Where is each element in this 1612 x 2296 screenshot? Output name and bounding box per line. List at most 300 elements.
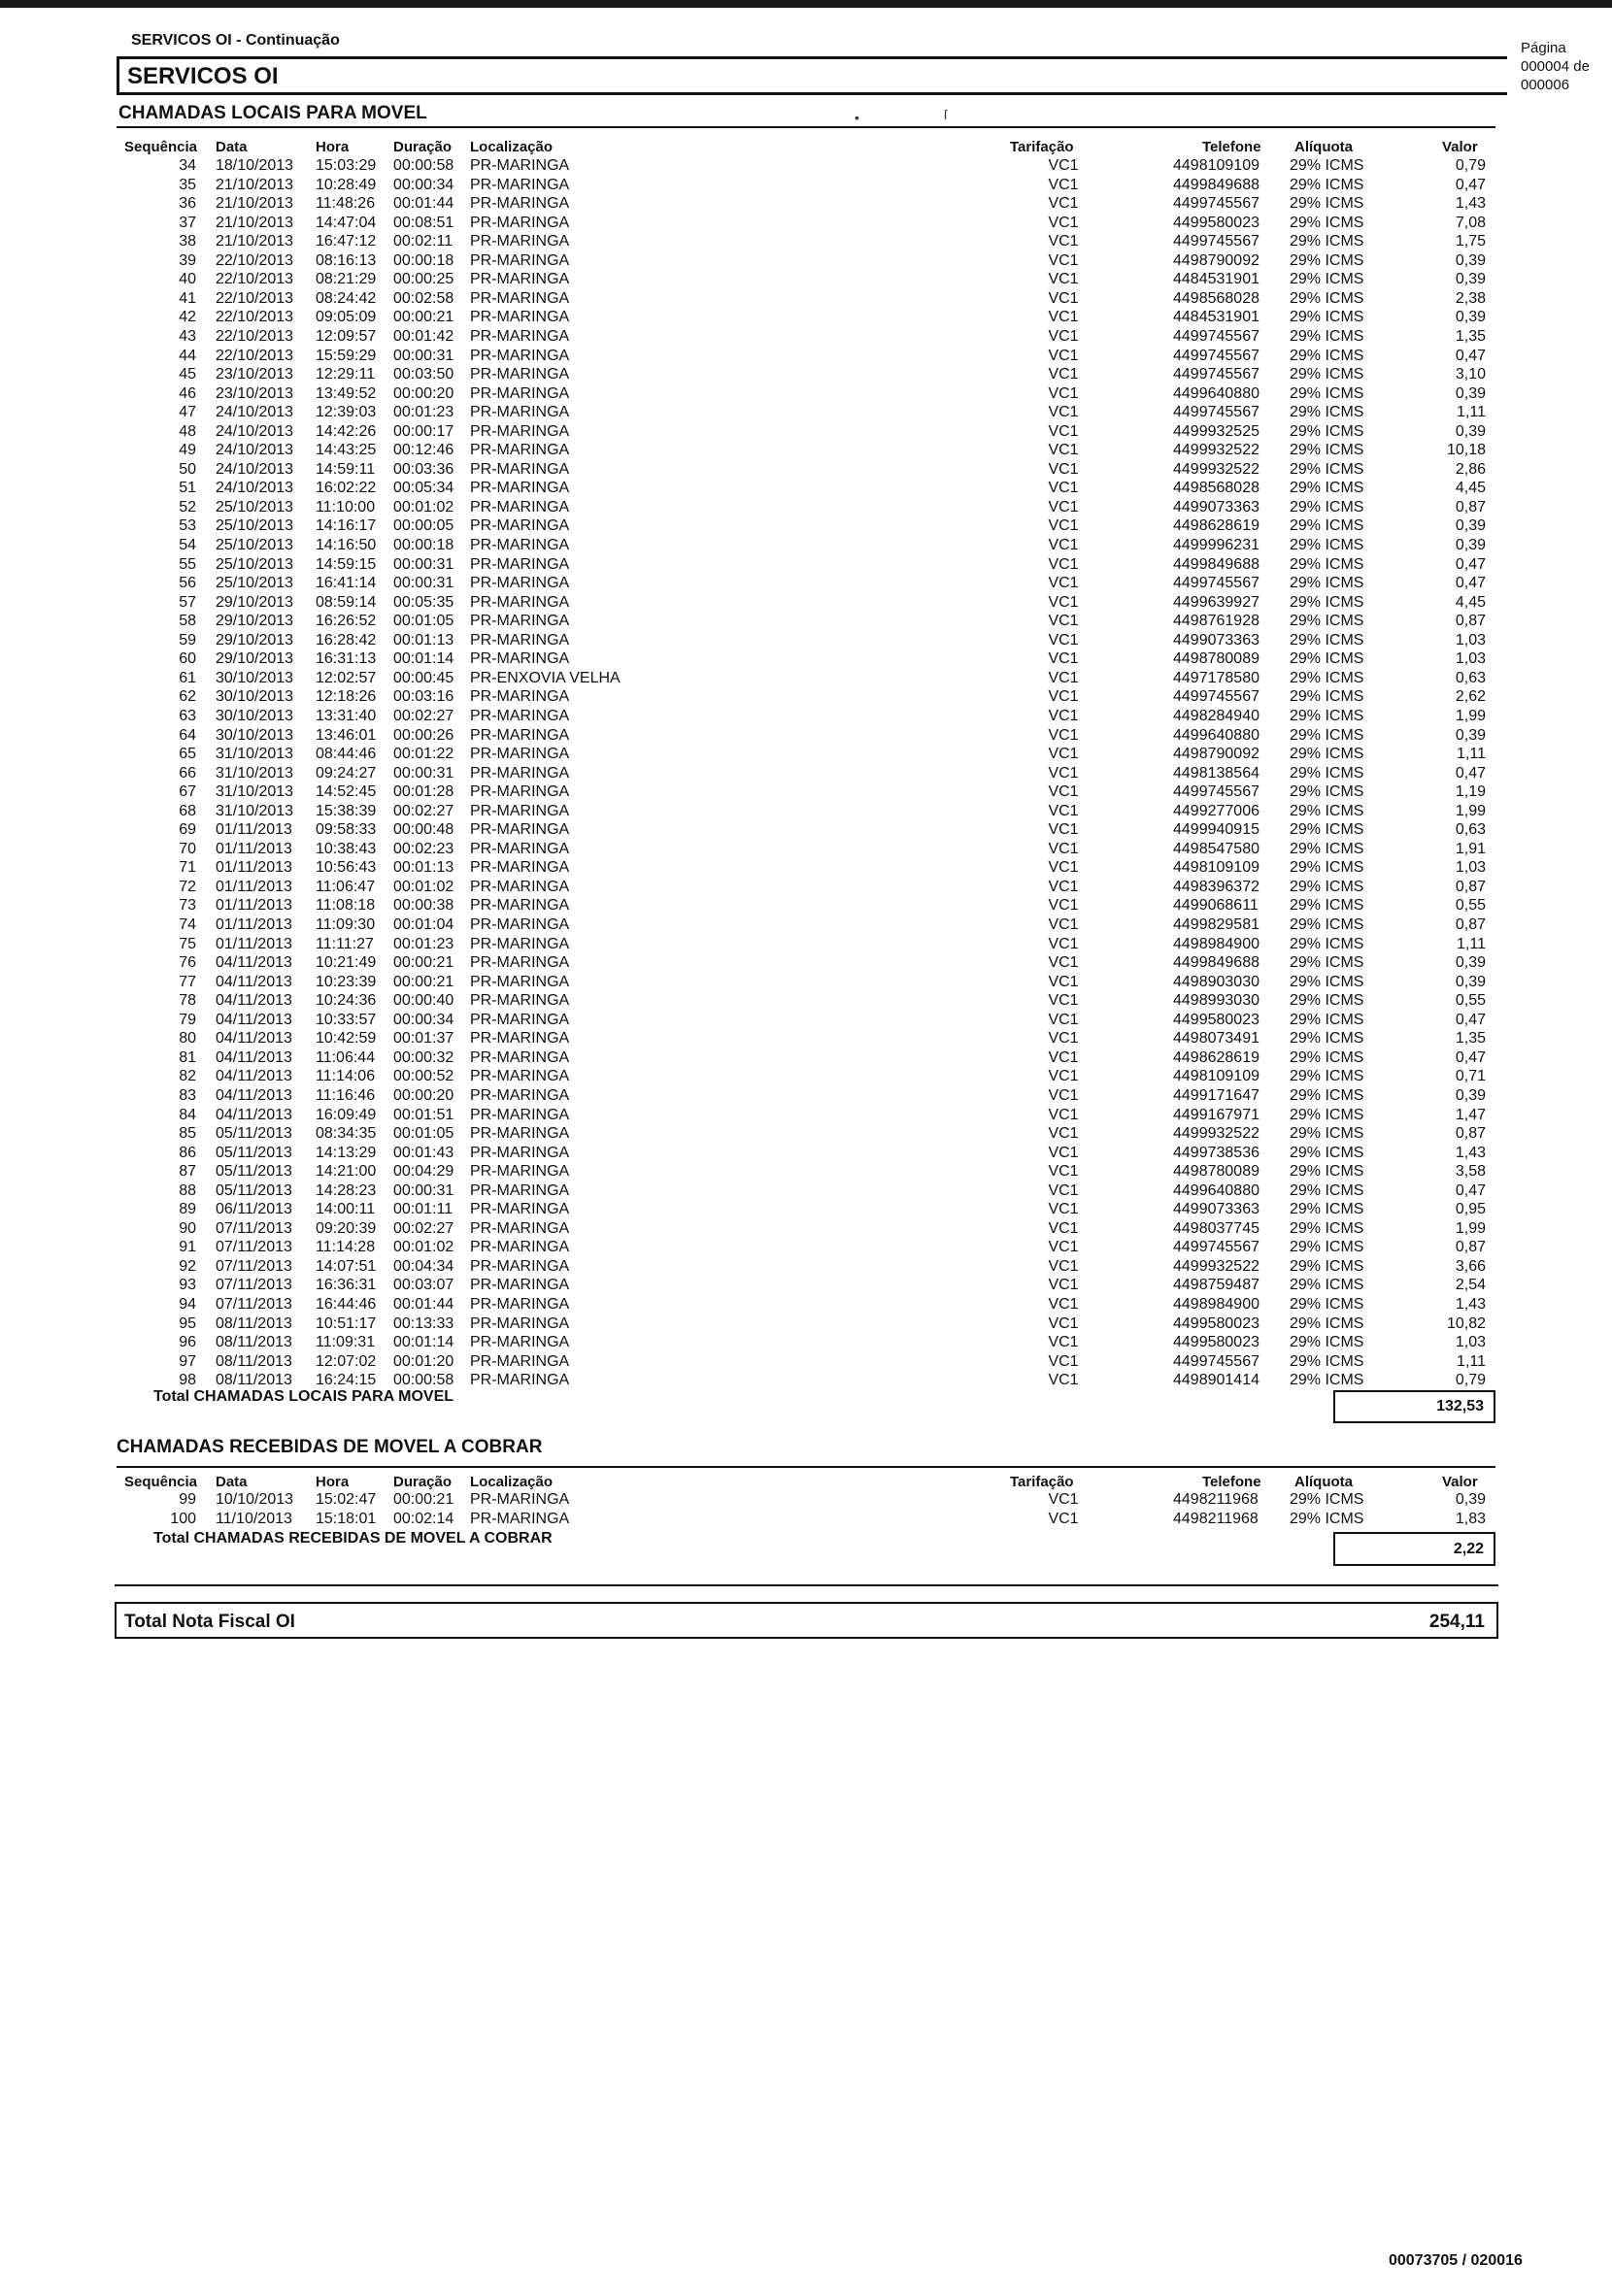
cell-rate: 29% ICMS [1290, 613, 1364, 630]
cell-date: 07/11/2013 [216, 1239, 292, 1256]
cell-date: 07/11/2013 [216, 1296, 292, 1313]
cell-value: 0,55 [1455, 992, 1486, 1010]
cell-phone: 4498759487 [1173, 1277, 1259, 1294]
table-row [0, 1087, 1612, 1107]
cell-time: 14:28:23 [316, 1181, 377, 1199]
cell-phone: 4499745567 [1173, 575, 1259, 592]
cell-value: 2,86 [1455, 460, 1486, 478]
column-header-phone: Telefone [1202, 139, 1261, 155]
cell-tariff: VC1 [1048, 992, 1079, 1010]
cell-time: 09:20:39 [316, 1219, 377, 1237]
cell-time: 11:09:30 [316, 916, 376, 933]
cell-value: 10,18 [1446, 442, 1486, 459]
table-row [0, 594, 1612, 614]
cell-duration: 00:01:22 [393, 746, 454, 763]
cell-seq: 95 [179, 1314, 196, 1332]
cell-duration: 00:00:31 [393, 575, 454, 592]
cell-seq: 35 [179, 176, 196, 193]
cell-time: 15:18:01 [316, 1510, 377, 1527]
table-row [0, 404, 1612, 423]
cell-seq: 39 [179, 251, 196, 269]
cell-seq: 82 [179, 1068, 196, 1085]
table-row [0, 1030, 1612, 1049]
cell-location: PR-MARINGA [470, 935, 570, 952]
cell-date: 30/10/2013 [216, 688, 294, 706]
cell-tariff: VC1 [1048, 1352, 1079, 1370]
cell-seq: 98 [179, 1372, 196, 1389]
cell-seq: 59 [179, 631, 196, 649]
cell-value: 0,47 [1455, 575, 1486, 592]
cell-phone: 4498901414 [1173, 1372, 1259, 1389]
cell-duration: 00:03:07 [393, 1277, 454, 1294]
cell-phone: 4499996231 [1173, 537, 1259, 553]
cell-tariff: VC1 [1048, 1144, 1079, 1161]
cell-tariff: VC1 [1048, 537, 1079, 553]
cell-location: PR-MARINGA [470, 726, 570, 744]
cell-value: 0,39 [1455, 309, 1486, 326]
cell-location: PR-MARINGA [470, 1296, 570, 1313]
cell-rate: 29% ICMS [1290, 537, 1364, 553]
cell-date: 01/11/2013 [216, 878, 292, 895]
cell-time: 16:28:42 [316, 631, 377, 649]
cell-rate: 29% ICMS [1290, 422, 1364, 440]
table-row [0, 177, 1612, 196]
cell-location: PR-MARINGA [470, 1163, 570, 1181]
table-row [0, 1012, 1612, 1031]
table-row [0, 461, 1612, 481]
cell-phone: 4499745567 [1173, 327, 1259, 345]
cell-time: 16:26:52 [316, 613, 377, 630]
cell-value: 0,87 [1455, 498, 1486, 516]
cell-value: 1,47 [1455, 1106, 1486, 1123]
cell-value: 1,91 [1455, 840, 1486, 857]
cell-rate: 29% ICMS [1290, 1125, 1364, 1143]
cell-value: 0,95 [1455, 1201, 1486, 1218]
cell-seq: 52 [179, 498, 196, 516]
cell-rate: 29% ICMS [1290, 1314, 1364, 1332]
cell-value: 0,39 [1455, 973, 1486, 990]
cell-phone: 4499639927 [1173, 593, 1259, 611]
cell-time: 16:31:13 [316, 650, 377, 668]
cell-date: 21/10/2013 [216, 214, 294, 231]
cell-tariff: VC1 [1048, 954, 1079, 972]
cell-value: 0,47 [1455, 347, 1486, 364]
table-row [0, 348, 1612, 367]
cell-rate: 29% ICMS [1290, 783, 1364, 801]
cell-date: 21/10/2013 [216, 195, 294, 213]
cell-location: PR-MARINGA [470, 1219, 570, 1237]
cell-value: 1,99 [1455, 1219, 1486, 1237]
cell-date: 01/11/2013 [216, 916, 292, 933]
cell-time: 11:09:31 [316, 1334, 376, 1351]
cell-rate: 29% ICMS [1290, 1163, 1364, 1181]
cell-location: PR-MARINGA [470, 878, 570, 895]
cell-value: 0,87 [1455, 1125, 1486, 1143]
column-header-date: Data [216, 1474, 248, 1490]
cell-time: 10:23:39 [316, 973, 377, 990]
cell-location: PR-MARINGA [470, 1314, 570, 1332]
cell-time: 14:47:04 [316, 214, 377, 231]
cell-time: 14:43:25 [316, 442, 377, 459]
cell-rate: 29% ICMS [1290, 1510, 1364, 1527]
cell-rate: 29% ICMS [1290, 327, 1364, 345]
cell-tariff: VC1 [1048, 176, 1079, 193]
table-row [0, 1201, 1612, 1220]
cell-phone: 4499073363 [1173, 1201, 1259, 1218]
cell-phone: 4499745567 [1173, 1239, 1259, 1256]
cell-rate: 29% ICMS [1290, 460, 1364, 478]
scan-mark: • [855, 110, 859, 125]
cell-rate: 29% ICMS [1290, 669, 1364, 686]
cell-date: 31/10/2013 [216, 802, 294, 819]
cell-location: PR-MARINGA [470, 1144, 570, 1161]
cell-location: PR-MARINGA [470, 859, 570, 877]
cell-time: 12:07:02 [316, 1352, 377, 1370]
cell-location: PR-MARINGA [470, 973, 570, 990]
cell-date: 23/10/2013 [216, 384, 294, 402]
cell-tariff: VC1 [1048, 1510, 1079, 1527]
column-header-duration: Duração [393, 1474, 453, 1490]
cell-date: 18/10/2013 [216, 157, 294, 174]
cell-time: 09:58:33 [316, 821, 377, 839]
cell-location: PR-MARINGA [470, 1181, 570, 1199]
cell-location: PR-MARINGA [470, 746, 570, 763]
cell-time: 10:33:57 [316, 1011, 377, 1028]
cell-value: 2,38 [1455, 289, 1486, 307]
cell-rate: 29% ICMS [1290, 404, 1364, 421]
table-row [0, 821, 1612, 841]
cell-time: 14:59:11 [316, 460, 376, 478]
cell-phone: 4499745567 [1173, 366, 1259, 383]
cell-phone: 4497178580 [1173, 669, 1259, 686]
cell-rate: 29% ICMS [1290, 1277, 1364, 1294]
cell-location: PR-MARINGA [470, 480, 570, 497]
cell-time: 11:48:26 [316, 195, 376, 213]
cell-seq: 75 [179, 935, 196, 952]
cell-tariff: VC1 [1048, 764, 1079, 782]
cell-date: 01/11/2013 [216, 935, 292, 952]
cell-rate: 29% ICMS [1290, 214, 1364, 231]
cell-seq: 91 [179, 1239, 196, 1256]
cell-location: PR-MARINGA [470, 517, 570, 535]
cell-duration: 00:03:36 [393, 460, 454, 478]
cell-value: 2,54 [1455, 1277, 1486, 1294]
cell-location: PR-MARINGA [470, 1257, 570, 1275]
cell-duration: 00:00:52 [393, 1068, 454, 1085]
table-row [0, 879, 1612, 898]
cell-time: 14:59:15 [316, 555, 377, 573]
cell-tariff: VC1 [1048, 1181, 1079, 1199]
cell-duration: 00:05:35 [393, 593, 454, 611]
cell-tariff: VC1 [1048, 802, 1079, 819]
cell-duration: 00:00:20 [393, 1086, 454, 1104]
cell-phone: 4499745567 [1173, 688, 1259, 706]
cell-location: PR-MARINGA [470, 1048, 570, 1066]
column-header-phone: Telefone [1202, 1474, 1261, 1490]
cell-seq: 44 [179, 347, 196, 364]
table-row [0, 252, 1612, 272]
cell-time: 08:44:46 [316, 746, 377, 763]
table-row [0, 1049, 1612, 1069]
table-row [0, 613, 1612, 632]
cell-phone: 4499073363 [1173, 631, 1259, 649]
page-label: Página [1521, 40, 1566, 56]
cell-phone: 4499745567 [1173, 233, 1259, 250]
cell-location: PR-MARINGA [470, 575, 570, 592]
cell-duration: 00:01:42 [393, 327, 454, 345]
cell-rate: 29% ICMS [1290, 1144, 1364, 1161]
cell-tariff: VC1 [1048, 783, 1079, 801]
nota-fiscal-label: Total Nota Fiscal OI [124, 1612, 295, 1632]
cell-time: 08:34:35 [316, 1125, 377, 1143]
cell-tariff: VC1 [1048, 289, 1079, 307]
table-row [0, 746, 1612, 765]
cell-seq: 89 [179, 1201, 196, 1218]
cell-tariff: VC1 [1048, 935, 1079, 952]
table-row [0, 1125, 1612, 1145]
cell-seq: 87 [179, 1163, 196, 1181]
cell-duration: 00:03:50 [393, 366, 454, 383]
cell-time: 16:41:14 [316, 575, 377, 592]
cell-location: PR-MARINGA [470, 631, 570, 649]
cell-duration: 00:02:14 [393, 1510, 454, 1527]
column-header-value: Valor [1442, 1474, 1478, 1490]
cell-value: 1,99 [1455, 802, 1486, 819]
total-label-recebidas: Total CHAMADAS RECEBIDAS DE MOVEL A COBRAR [153, 1530, 553, 1547]
cell-rate: 29% ICMS [1290, 802, 1364, 819]
cell-time: 08:16:13 [316, 251, 377, 269]
cell-seq: 66 [179, 764, 196, 782]
cell-seq: 51 [179, 480, 196, 497]
cell-phone: 4498780089 [1173, 650, 1259, 668]
section-divider [117, 126, 1495, 128]
table-row [0, 670, 1612, 689]
cell-duration: 00:02:23 [393, 840, 454, 857]
cell-value: 0,63 [1455, 821, 1486, 839]
cell-tariff: VC1 [1048, 442, 1079, 459]
table-row [0, 1277, 1612, 1296]
cell-phone: 4498780089 [1173, 1163, 1259, 1181]
cell-location: PR-MARINGA [470, 954, 570, 972]
cell-seq: 67 [179, 783, 196, 801]
cell-date: 23/10/2013 [216, 366, 294, 383]
cell-location: PR-MARINGA [470, 1352, 570, 1370]
cell-seq: 58 [179, 613, 196, 630]
cell-seq: 92 [179, 1257, 196, 1275]
column-header-tariff: Tarifação [1010, 139, 1074, 155]
cell-tariff: VC1 [1048, 404, 1079, 421]
cell-rate: 29% ICMS [1290, 746, 1364, 763]
cell-rate: 29% ICMS [1290, 935, 1364, 952]
cell-phone: 4499580023 [1173, 1011, 1259, 1028]
cell-rate: 29% ICMS [1290, 1030, 1364, 1048]
cell-time: 10:28:49 [316, 176, 377, 193]
cell-time: 08:59:14 [316, 593, 377, 611]
cell-duration: 00:01:23 [393, 935, 454, 952]
cell-date: 22/10/2013 [216, 309, 294, 326]
title-box-underline [1457, 93, 1500, 95]
cell-location: PR-MARINGA [470, 1239, 570, 1256]
cell-phone: 4484531901 [1173, 309, 1259, 326]
column-header-location: Localização [470, 1474, 554, 1490]
cell-location: PR-MARINGA [470, 251, 570, 269]
cell-value: 3,58 [1455, 1163, 1486, 1181]
cell-seq: 99 [179, 1491, 196, 1508]
cell-date: 04/11/2013 [216, 1068, 292, 1085]
cell-rate: 29% ICMS [1290, 688, 1364, 706]
cell-rate: 29% ICMS [1290, 1048, 1364, 1066]
cell-duration: 00:00:17 [393, 422, 454, 440]
table-row [0, 271, 1612, 290]
cell-tariff: VC1 [1048, 1106, 1079, 1123]
cell-rate: 29% ICMS [1290, 1086, 1364, 1104]
cell-phone: 4498211968 [1173, 1491, 1259, 1508]
table-row [0, 1296, 1612, 1315]
table-row [0, 480, 1612, 499]
cell-time: 09:24:27 [316, 764, 377, 782]
cell-phone: 4499640880 [1173, 384, 1259, 402]
cell-duration: 00:02:11 [393, 233, 453, 250]
cell-duration: 00:00:25 [393, 271, 454, 288]
cell-phone: 4499932525 [1173, 422, 1259, 440]
total-label-locais: Total CHAMADAS LOCAIS PARA MOVEL [153, 1388, 454, 1405]
cell-phone: 4499167971 [1173, 1106, 1259, 1123]
table-row [0, 992, 1612, 1012]
cell-rate: 29% ICMS [1290, 233, 1364, 250]
cell-seq: 90 [179, 1219, 196, 1237]
table-row [0, 1145, 1612, 1164]
cell-phone: 4498984900 [1173, 1296, 1259, 1313]
cell-location: PR-MARINGA [470, 384, 570, 402]
cell-seq: 49 [179, 442, 196, 459]
cell-seq: 53 [179, 517, 196, 535]
cell-date: 24/10/2013 [216, 442, 294, 459]
cell-location: PR-MARINGA [470, 1491, 570, 1508]
cell-value: 0,87 [1455, 878, 1486, 895]
cell-time: 14:21:00 [316, 1163, 377, 1181]
cell-time: 13:46:01 [316, 726, 377, 744]
cell-phone: 4498109109 [1173, 1068, 1259, 1085]
cell-seq: 65 [179, 746, 196, 763]
nota-fiscal-value: 254,11 [1428, 1612, 1485, 1632]
cell-rate: 29% ICMS [1290, 347, 1364, 364]
cell-tariff: VC1 [1048, 688, 1079, 706]
table-row [0, 442, 1612, 461]
table-row [0, 1353, 1612, 1373]
cell-value: 1,11 [1457, 935, 1486, 952]
cell-time: 11:11:27 [316, 935, 374, 952]
cell-seq: 46 [179, 384, 196, 402]
cell-rate: 29% ICMS [1290, 1491, 1364, 1508]
cell-seq: 57 [179, 593, 196, 611]
cell-date: 08/11/2013 [216, 1352, 292, 1370]
cell-seq: 68 [179, 802, 196, 819]
cell-duration: 00:00:31 [393, 1181, 454, 1199]
cell-seq: 37 [179, 214, 196, 231]
cell-time: 12:39:03 [316, 404, 377, 421]
cell-rate: 29% ICMS [1290, 1372, 1364, 1389]
cell-duration: 00:01:04 [393, 916, 454, 933]
table-row [0, 1107, 1612, 1126]
cell-date: 04/11/2013 [216, 1011, 292, 1028]
cell-tariff: VC1 [1048, 1257, 1079, 1275]
cell-rate: 29% ICMS [1290, 1181, 1364, 1199]
cell-rate: 29% ICMS [1290, 1239, 1364, 1256]
cell-tariff: VC1 [1048, 878, 1079, 895]
cell-tariff: VC1 [1048, 1314, 1079, 1332]
cell-tariff: VC1 [1048, 1048, 1079, 1066]
page-title: SERVICOS OI [127, 63, 279, 89]
cell-phone: 4499849688 [1173, 176, 1259, 193]
cell-value: 0,39 [1455, 1086, 1486, 1104]
cell-duration: 00:05:34 [393, 480, 454, 497]
table-row [0, 499, 1612, 518]
cell-rate: 29% ICMS [1290, 916, 1364, 933]
cell-rate: 29% ICMS [1290, 1296, 1364, 1313]
cell-location: PR-MARINGA [470, 802, 570, 819]
cell-tariff: VC1 [1048, 233, 1079, 250]
cell-duration: 00:00:40 [393, 992, 454, 1010]
column-header-rate: Alíquota [1294, 1474, 1353, 1490]
cell-phone: 4498790092 [1173, 746, 1259, 763]
cell-time: 14:52:45 [316, 783, 377, 801]
column-header-time: Hora [316, 139, 350, 155]
cell-seq: 40 [179, 271, 196, 288]
cell-date: 22/10/2013 [216, 347, 294, 364]
table-row [0, 632, 1612, 651]
cell-time: 12:18:26 [316, 688, 377, 706]
cell-phone: 4498284940 [1173, 707, 1259, 724]
cell-seq: 64 [179, 726, 196, 744]
cell-tariff: VC1 [1048, 366, 1079, 383]
cell-value: 1,43 [1455, 1144, 1486, 1161]
cell-time: 11:08:18 [316, 897, 376, 915]
nota-divider [115, 1584, 1498, 1586]
table-row [0, 1163, 1612, 1182]
cell-duration: 00:00:26 [393, 726, 454, 744]
cell-time: 15:38:39 [316, 802, 377, 819]
column-header-date: Data [216, 139, 248, 155]
cell-date: 01/11/2013 [216, 821, 292, 839]
cell-phone: 4498628619 [1173, 1048, 1259, 1066]
cell-tariff: VC1 [1048, 251, 1079, 269]
cell-value: 0,47 [1455, 1048, 1486, 1066]
cell-value: 0,47 [1455, 176, 1486, 193]
cell-value: 1,99 [1455, 707, 1486, 724]
cell-phone: 4499745567 [1173, 347, 1259, 364]
cell-location: PR-MARINGA [470, 442, 570, 459]
cell-time: 16:02:22 [316, 480, 377, 497]
cell-rate: 29% ICMS [1290, 954, 1364, 972]
cell-value: 0,71 [1455, 1068, 1486, 1085]
cell-date: 08/11/2013 [216, 1314, 292, 1332]
cell-phone: 4499932522 [1173, 1257, 1259, 1275]
cell-date: 05/11/2013 [216, 1163, 292, 1181]
cell-location: PR-MARINGA [470, 783, 570, 801]
cell-duration: 00:00:21 [393, 309, 454, 326]
cell-value: 0,47 [1455, 764, 1486, 782]
cell-phone: 4498790092 [1173, 251, 1259, 269]
cell-location: PR-MARINGA [470, 366, 570, 383]
table-row [0, 765, 1612, 784]
cell-tariff: VC1 [1048, 973, 1079, 990]
cell-seq: 50 [179, 460, 196, 478]
column-header-tariff: Tarifação [1010, 1474, 1074, 1490]
scan-mark: ſ [944, 107, 948, 122]
cell-duration: 00:01:20 [393, 1352, 454, 1370]
cell-duration: 00:00:58 [393, 157, 454, 174]
cell-seq: 43 [179, 327, 196, 345]
